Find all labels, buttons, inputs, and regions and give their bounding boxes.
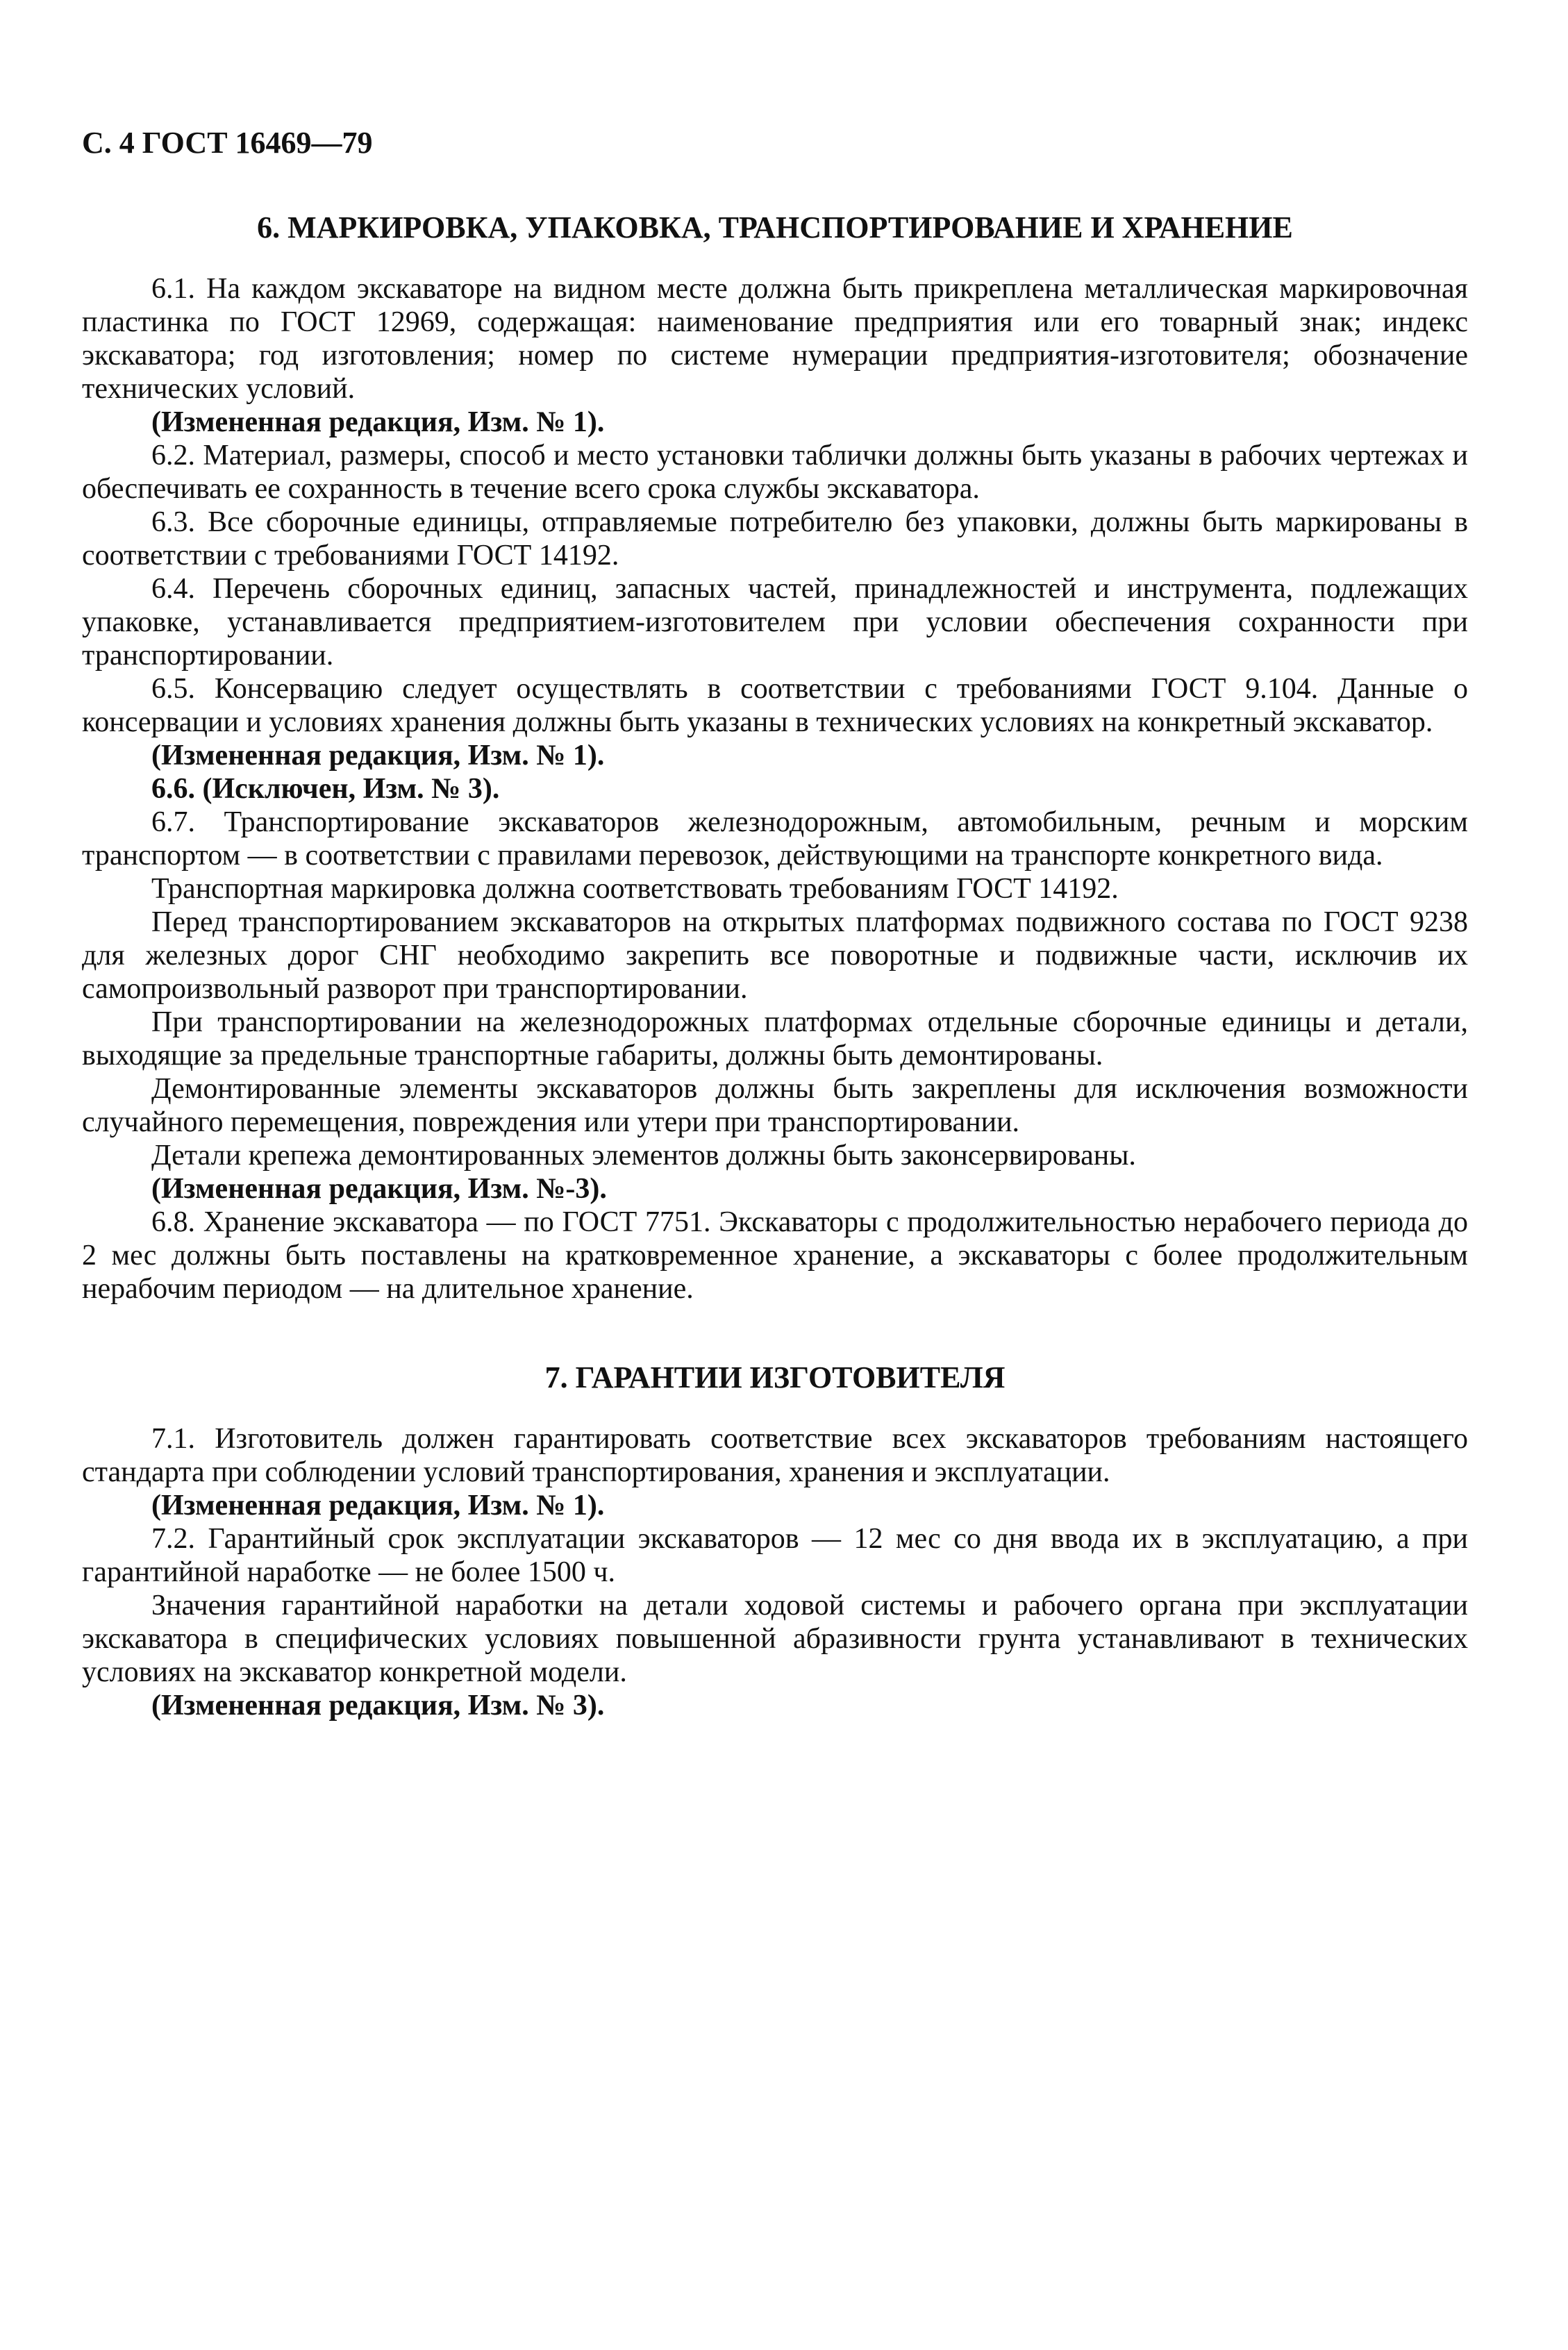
- amendment-note: (Измененная редакция, Изм. № 1).: [151, 740, 605, 772]
- amendment-note: (Измененная редакция, Изм. №-3).: [151, 1173, 607, 1205]
- amendment-note: (Измененная редакция, Изм. № 1).: [151, 1490, 605, 1522]
- section-title-warranty: 7. ГАРАНТИИ ИЗГОТОВИТЕЛЯ: [544, 1360, 1006, 1394]
- paragraph-6-4: 6.4. Перечень сборочных единиц, запасных частей, принадлежностей и инструмента, подлежащих упаковке, устанавливается предприятием-изготовителем при условии обеспечения сохранности при транспортировании.: [82, 573, 1468, 672]
- paragraph-6-2: 6.2. Материал, размеры, способ и место установки таблички должны быть указаны в рабочих чертежах и обеспечивать ее сохранность в течение всего срока службы экскаватора.: [82, 440, 1468, 505]
- paragraph-warranty-values: Значения гарантийной наработки на детали ходовой системы и рабочего органа при эксплуатации экскаватора в специфических условиях повышенной абразивности грунта устанавливают в технических условиях на экскаватор конкретной модели.: [82, 1590, 1468, 1688]
- document-page: [82, 122, 1468, 1722]
- section-body-warranty: [82, 1422, 1468, 1722]
- section-title-marking: 6. МАРКИРОВКА, УПАКОВКА, ТРАНСПОРТИРОВАНИЕ И ХРАНЕНИЕ: [257, 210, 1293, 244]
- amendment-note: (Измененная редакция, Изм. № 3).: [151, 1690, 605, 1722]
- paragraph-6-7: 6.7. Транспортирование экскаваторов железнодорожным, автомобильным, речным и морским транспортом — в соответствии с правилами перевозок, действующими на транспорте конкретного вида.: [82, 806, 1468, 872]
- paragraph-6-8: 6.8. Хранение экскаватора — по ГОСТ 7751. Экскаваторы с продолжительностью нерабочего периода до 2 мес должны быть поставлены на кратковременное хранение, а экскаваторы с более продолжительным нерабочим периодом — на длительное хранение.: [82, 1206, 1468, 1305]
- paragraph-7-2: 7.2. Гарантийный срок эксплуатации экскаваторов — 12 мес со дня ввода их в эксплуатацию, а при гарантийной наработке — не более 1500 ч.: [82, 1523, 1468, 1588]
- paragraph-6-5: 6.5. Консервацию следует осуществлять в соответствии с требованиями ГОСТ 9.104. Данные о консервации и условиях хранения должны быть указаны в технических условиях на конкретный экскаватор.: [82, 673, 1468, 738]
- paragraph-6-6: 6.6. (Исключен, Изм. № 3).: [151, 773, 500, 805]
- section-body-marking: [82, 272, 1468, 1306]
- page-header: С. 4 ГОСТ 16469—79: [82, 126, 373, 160]
- paragraph-7-1: 7.1. Изготовитель должен гарантировать соответствие всех экскаваторов требованиям настоящего стандарта при соблюдении условий транспортирования, хранения и эксплуатации.: [82, 1423, 1468, 1488]
- paragraph-fasteners: Детали крепежа демонтированных элементов должны быть законсервированы.: [151, 1140, 1136, 1172]
- paragraph-transport-marking: Транспортная маркировка должна соответствовать требованиям ГОСТ 14192.: [151, 873, 1119, 905]
- paragraph-dismantled-elements: Демонтированные элементы экскаваторов должны быть закреплены для исключения возможности случайного перемещения, повреждения или утери при транспортировании.: [82, 1073, 1468, 1138]
- paragraph-railway-platforms: При транспортировании на железнодорожных платформах отдельные сборочные единицы и детали, выходящие за предельные транспортные габариты, должны быть демонтированы.: [82, 1006, 1468, 1072]
- amendment-note: (Измененная редакция, Изм. № 1).: [151, 406, 605, 438]
- paragraph-open-platforms: Перед транспортированием экскаваторов на открытых платформах подвижного состава по ГОСТ 9238 для железных дорог СНГ необходимо закрепить все поворотные и подвижные части, исключив их самопроизвольный разворот при транспортировании.: [82, 906, 1468, 1005]
- paragraph-6-1: 6.1. На каждом экскаваторе на видном месте должна быть прикреплена металлическая маркировочная пластинка по ГОСТ 12969, содержащая: наименование предприятия или его товарный знак; индекс экскаватора; год изготовления; номер по системе нумерации предприятия-изготовителя; обозначение технических условий.: [82, 273, 1468, 405]
- paragraph-6-3: 6.3. Все сборочные единицы, отправляемые потребителю без упаковки, должны быть маркированы в соответствии с требованиями ГОСТ 14192.: [82, 506, 1468, 572]
